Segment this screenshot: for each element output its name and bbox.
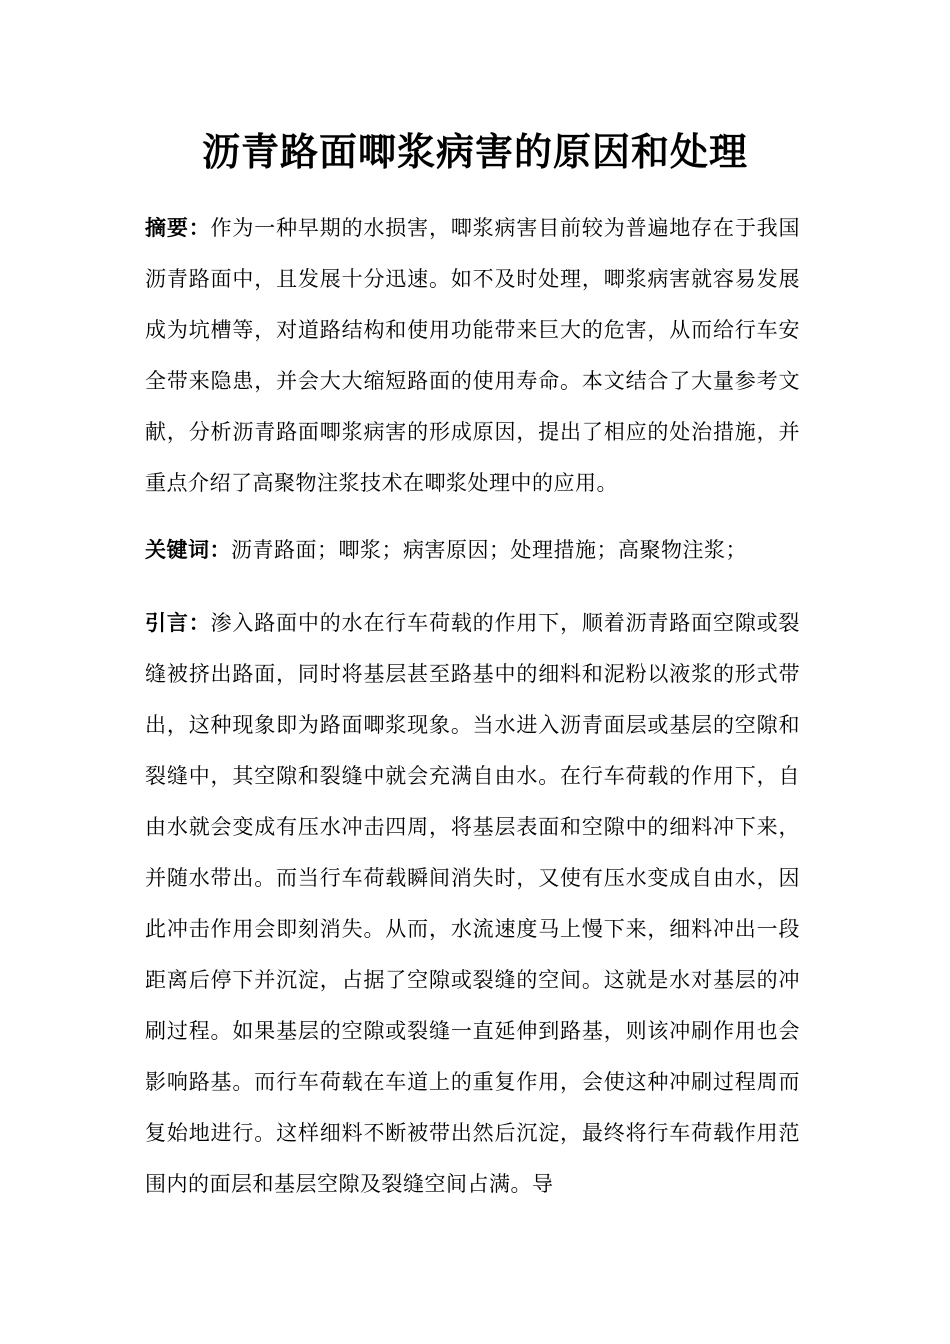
introduction-text: 渗入路面中的水在行车荷载的作用下，顺着沥青路面空隙或裂缝被挤出路面，同时将基层甚至路基中的细料和泥粉以液浆的形式带出，这种现象即为路面唧浆现象。当水进入沥青面层或基层的空隙和裂缝中，其空隙和裂缝中就会充满自由水。在行车荷载的作用下，自由水就会变成有压水冲击四周，将基层表面和空隙中的细料冲下来，并随水带出。而当行车荷载瞬间消失时，又使有压水变成自由水，因此冲击作用会即刻消失。从而，水流速度马上慢下来，细料冲出一段距离后停下并沉淀，占据了空隙或裂缝的空间。这就是水对基层的冲刷过程。如果基层的空隙或裂缝一直延伸到路基，则该冲刷作用也会影响路基。而行车荷载在车道上的重复作用，会使这种冲刷过程周而复始地进行。这样细料不断被带出然后沉淀，最终将行车荷载作用范围内的面层和基层空隙及裂缝空间占满。导 bbox=[145, 611, 801, 1196]
document-title: 沥青路面唧浆病害的原因和处理 bbox=[201, 129, 748, 174]
abstract-text: 作为一种早期的水损害，唧浆病害目前较为普遍地存在于我国沥青路面中，且发展十分迅速。如不及时处理，唧浆病害就容易发展成为坑槽等，对道路结构和使用功能带来巨大的危害，从而给行车安全带来隐患，并会大大缩短路面的使用寿命。本文结合了大量参考文献，分析沥青路面唧浆病害的形成原因，提出了相应的处治措施，并重点介绍了高聚物注浆技术在唧浆处理中的应用。 bbox=[145, 216, 801, 495]
keywords-text: 沥青路面；唧浆；病害原因；处理措施；高聚物注浆； bbox=[231, 538, 747, 562]
keywords-paragraph bbox=[145, 524, 800, 576]
abstract-label: 摘要： bbox=[145, 215, 211, 240]
abstract-paragraph bbox=[145, 202, 800, 509]
keywords-label: 关键词： bbox=[145, 537, 231, 562]
introduction-paragraph bbox=[145, 597, 800, 1210]
introduction-label: 引言： bbox=[145, 610, 211, 635]
